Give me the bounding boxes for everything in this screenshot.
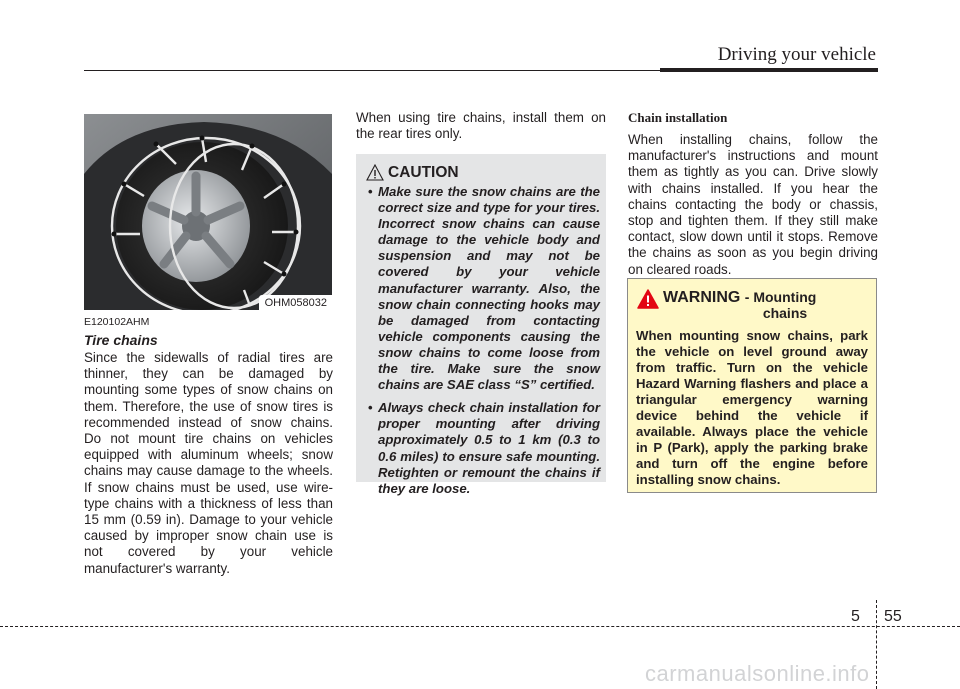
warning-word: WARNING bbox=[663, 289, 741, 306]
subheading-tire-chains: Tire chains bbox=[84, 332, 158, 348]
figure-code: OHM058032 bbox=[259, 295, 332, 310]
left-column bbox=[84, 316, 333, 577]
footer-divider bbox=[876, 600, 877, 689]
caution-item: • Make sure the snow chains are the correct size and type for your tires. Incorrect snow chains can cause damage to the vehicle body and suspension and may not be covered by your vehicle manufacturer warranty. Also, the snow chain connecting hooks may be damaged from contacting vehicle components causing the snow chains to come loose from the tire. Make sure the snow chains are SAE class “S” certified. bbox=[368, 184, 600, 393]
warning-triangle-icon bbox=[637, 289, 659, 309]
caution-list bbox=[364, 184, 600, 504]
caution-triangle-icon bbox=[366, 164, 384, 181]
watermark: carmanualsonline.info bbox=[645, 661, 870, 686]
tire-chain-photo bbox=[84, 114, 332, 310]
warning-subtitle-line2: chains bbox=[762, 305, 808, 321]
chapter-number: 5 bbox=[851, 608, 860, 625]
caution-item-text: Always check chain installation for proper mounting after driving approximately 0.5 to 1 km (0.3 to 0.6 miles) to ensure safe mounting. Retighten or remount the chains if they are loose. bbox=[378, 400, 600, 496]
warning-subtitle: - Mounting bbox=[744, 289, 817, 305]
caution-item-text: Make sure the snow chains are the correct size and type for your tires. Incorrect snow chains can cause damage to the vehicle body and suspension and may not be covered by your vehicle manufacturer warranty. Also, the snow chain connecting hooks may be damaged from contacting vehicle components causing the snow chains to come loose from the tire. Make sure the snow chains are SAE class “S” certified. bbox=[378, 184, 600, 393]
caution-title: CAUTION bbox=[388, 164, 459, 181]
chain-installation-heading: Chain installation bbox=[628, 110, 728, 125]
tire-chains-paragraph: Since the sidewalls of radial tires are thinner, they can be damaged by mounting some types of snow chains on them. Therefore, the use of snow tires is recommended instead of snow chains. Do not mount tire chains on vehicles equipped with aluminum wheels; snow chains may cause damage to the wheels. If snow chains must be used, use wire-type chains with a thickness of less than 15 mm (0.59 in). Damage to your vehicle caused by improper snow chain use is not covered by your vehicle manufacturer's warranty. bbox=[84, 350, 333, 576]
warning-body: When mounting snow chains, park the vehicle on level ground away from traffic. Turn on the vehicle Hazard Warning flashers and place a triangular emergency warning device behind the vehicle if available. Always place the vehicle in P (Park), apply the parking brake and turn off the engine before installing snow chains. bbox=[636, 328, 868, 487]
warning-title bbox=[663, 289, 863, 321]
section-title: Driving your vehicle bbox=[717, 44, 876, 65]
chain-installation-paragraph: When installing chains, follow the manufacturer's instructions and mount them as tightly as you can. Drive slowly with chains installed. If you hear the chains contacting the body or chassis, stop and tighten them. If they still make contact, slow down until it stops. Remove the chains as soon as you begin driving on cleared roads. bbox=[628, 132, 878, 277]
caution-item: • Always check chain installation for proper mounting after driving approximately 0.5 to 1 km (0.3 to 0.6 miles) to ensure safe mounting. Retighten or remount the chains if they are loose. bbox=[368, 400, 600, 496]
tire-chain-illustration bbox=[84, 114, 332, 310]
right-column bbox=[628, 110, 878, 278]
header-rule-accent bbox=[660, 68, 878, 72]
rear-tires-intro: When using tire chains, install them on the rear tires only. bbox=[356, 110, 606, 142]
footer-rule bbox=[0, 626, 960, 627]
page-number: 55 bbox=[884, 608, 902, 625]
section-code: E120102AHM bbox=[84, 316, 150, 328]
